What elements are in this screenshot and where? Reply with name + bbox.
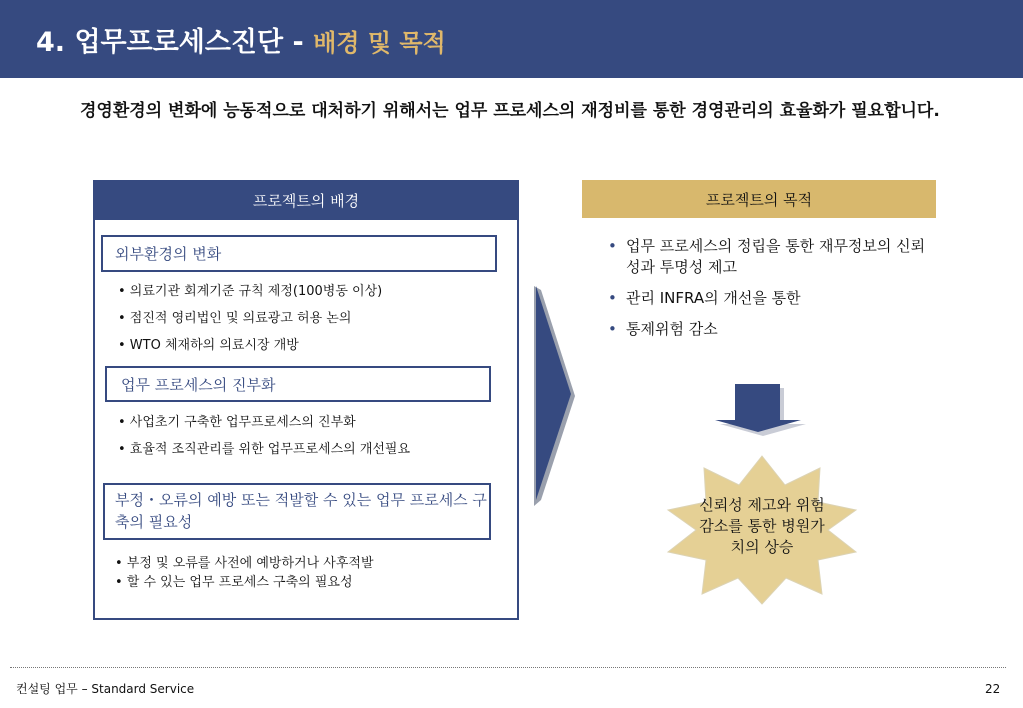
background-panel-header: 프로젝트의 배경 xyxy=(93,180,519,220)
result-text: 신뢰성 제고와 위험감소를 통한 병원가치의 상승 xyxy=(699,496,825,556)
title-main: 4. 업무프로세스진단 - xyxy=(36,27,314,58)
intro-text: 경영환경의 변화에 능동적으로 대처하기 위해서는 업무 프로세스의 재정비를 통한 경영관리의 효율화가 필요합니다. xyxy=(80,101,940,121)
section-external-change: 외부환경의 변화 xyxy=(101,235,497,272)
page-number: 22 xyxy=(985,682,1001,696)
objectives-list xyxy=(608,236,926,350)
list-item: • 부정 및 오류를 사전에 예방하거나 사후적발 xyxy=(115,556,374,571)
bullet-icon: • xyxy=(608,237,617,255)
right-chevron-arrow-front xyxy=(536,286,571,500)
list-item: • 통제위험 감소 xyxy=(608,320,718,338)
list-item: • 할 수 있는 업무 프로세스 구축의 필요성 xyxy=(115,575,353,590)
objectives-header: 프로젝트의 목적 xyxy=(582,180,936,218)
list-item: • 사업초기 구축한 업무프로세스의 진부화 xyxy=(118,415,356,430)
list-item: • 관리 INFRA의 개선을 통한 xyxy=(608,289,801,307)
footer-divider xyxy=(10,667,1006,668)
section-fraud-prevention: 부정・오류의 예방 또는 적발할 수 있는 업무 프로세스 구축의 필요성 xyxy=(103,483,491,540)
down-arrow-icon xyxy=(715,384,806,436)
list-item: • 효율적 조직관리를 위한 업무프로세스의 개선필요 xyxy=(118,442,411,457)
bullet-icon: • xyxy=(608,289,617,307)
title-accent: 배경 및 목적 xyxy=(313,29,446,57)
bullet-icon: • xyxy=(608,320,617,338)
list-item: • 의료기관 회계기준 규칙 제정(100병동 이상) xyxy=(118,284,383,299)
section-process-obsolescence: 업무 프로세스의 진부화 xyxy=(105,366,491,402)
list-item: • WTO 체재하의 의료시장 개방 xyxy=(118,338,299,353)
footer-label: 컨설팅 업무 – Standard Service xyxy=(16,682,195,696)
list-item: • 점진적 영리법인 및 의료광고 허용 논의 xyxy=(118,311,352,326)
list-item: • 업무 프로세스의 정립을 통한 재무정보의 신뢰성과 투명성 제고 xyxy=(608,237,926,276)
